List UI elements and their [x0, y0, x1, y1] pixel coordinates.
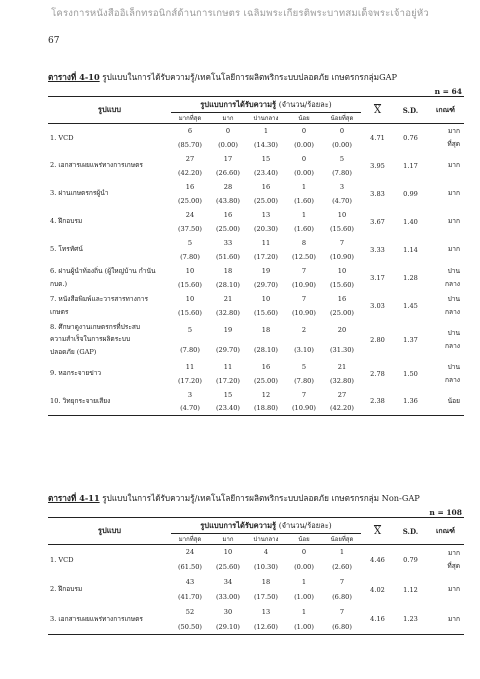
sd-cell: 1.50	[403, 369, 418, 378]
row-label	[48, 360, 171, 388]
percent-cell: (2.60)	[332, 563, 352, 571]
row-label	[48, 575, 171, 605]
table2-header-group	[171, 518, 361, 534]
count-cell: 10	[223, 548, 233, 557]
count-cell: 21	[337, 362, 347, 371]
count-cell: 5	[301, 362, 307, 371]
count-cell: 10	[185, 266, 195, 275]
percent-cell: (4.70)	[180, 404, 200, 413]
percent-cell: (12.60)	[253, 622, 279, 631]
count-cell: 1	[301, 210, 307, 219]
row-label-line: 2. ฝึกอบรม	[50, 585, 83, 594]
sd-cell: 1.28	[403, 273, 418, 282]
count-cell: 30	[223, 608, 233, 616]
percent-cell: (10.30)	[253, 563, 279, 571]
criterion-line: ที่สุด	[447, 139, 460, 148]
page-number: 67	[48, 36, 60, 46]
count-cell: 3	[187, 390, 193, 399]
percent-cell: (0.00)	[332, 140, 352, 149]
row-label	[48, 545, 171, 575]
table1-n: n = 64	[434, 87, 462, 96]
table1-label: ตารางที่ 4-10	[48, 72, 100, 82]
percent-cell: (37.50)	[177, 224, 203, 233]
table2-subheader: มากที่สุด	[178, 536, 202, 543]
table1-header-sd: S.D.	[394, 97, 427, 124]
mean-cell: 3.95	[370, 161, 385, 170]
criterion-line: มาก	[447, 245, 460, 254]
criterion-line: กลาง	[445, 279, 460, 288]
percent-cell: (18.80)	[253, 404, 279, 413]
row-label	[48, 180, 171, 208]
count-cell: 19	[223, 325, 233, 334]
criterion-line: มาก	[447, 549, 460, 558]
count-cell: 1	[301, 608, 307, 616]
count-cell: 7	[301, 266, 307, 275]
row-label	[48, 292, 171, 320]
table-row	[48, 545, 464, 560]
table-row	[48, 152, 464, 166]
percent-cell: (51.60)	[215, 252, 241, 261]
row-label	[48, 388, 171, 416]
row-label	[48, 605, 171, 635]
criterion-cell	[427, 292, 464, 320]
table2-header-criterion: เกณฑ์	[427, 518, 464, 545]
percent-cell: (7.80)	[332, 168, 352, 177]
table2-header-group-label: รูปแบบการได้รับความรู้	[200, 520, 277, 530]
count-cell: 11	[185, 362, 195, 371]
table-row	[48, 360, 464, 374]
percent-cell: (0.00)	[294, 168, 314, 177]
percent-cell: (23.40)	[215, 404, 241, 413]
percent-cell: (28.10)	[215, 280, 241, 289]
sd-cell: 1.14	[403, 245, 418, 254]
percent-cell: (20.30)	[253, 224, 279, 233]
count-cell: 16	[261, 182, 271, 191]
count-cell: 17	[223, 154, 233, 163]
mean-cell: 2.78	[370, 369, 385, 378]
row-label-line: 6. ผ่านผู้นำท้องถิ่น (ผู้ใหญ่บ้าน กำนัน	[50, 267, 156, 275]
table1-subheader: มากที่สุด	[178, 115, 202, 122]
table1-subheader: น้อย	[298, 115, 310, 122]
count-cell: 10	[337, 266, 347, 275]
count-cell: 12	[261, 390, 271, 399]
count-cell: 6	[187, 126, 193, 135]
count-cell: 5	[187, 238, 193, 247]
table2-header-mean	[361, 518, 394, 545]
count-cell: 7	[339, 238, 345, 247]
percent-cell: (23.40)	[253, 168, 279, 177]
percent-cell: (10.90)	[291, 404, 317, 413]
row-label-line: 1. VCD	[50, 555, 74, 564]
count-cell: 0	[301, 154, 307, 163]
percent-cell: (0.00)	[218, 140, 238, 149]
row-label-line: 3. เอกสารเผยแพร่ทางการเกษตร	[50, 615, 143, 623]
table1-header-mean	[361, 97, 394, 124]
count-cell: 16	[337, 294, 347, 303]
percent-cell: (12.50)	[291, 252, 317, 261]
table2	[48, 517, 464, 635]
table-row	[48, 388, 464, 402]
table1-caption	[48, 71, 397, 84]
table2-caption-text: รูปแบบในการได้รับความรู้/เทคโนโลยีการผลิตพริกระบบปลอดภัย เกษตรกรกลุ่ม Non-GAP	[102, 493, 420, 503]
percent-cell: (25.00)	[177, 196, 203, 205]
criterion-cell	[427, 360, 464, 388]
mean-cell: 3.17	[370, 273, 385, 282]
count-cell: 0	[301, 548, 307, 557]
sd-cell: 1.23	[403, 615, 418, 624]
table-row	[48, 320, 464, 340]
table2-caption	[48, 492, 420, 505]
count-cell: 7	[301, 390, 307, 399]
percent-cell: (0.00)	[294, 140, 314, 149]
criterion-line: ปาน	[447, 363, 460, 371]
count-cell: 2	[301, 325, 307, 334]
row-label-line: 7. หนังสือพิมพ์และวารสารทางการ	[50, 295, 149, 303]
percent-cell: (32.80)	[329, 376, 355, 385]
percent-cell: (7.80)	[180, 345, 200, 354]
criterion-line: มาก	[447, 189, 460, 198]
row-label	[48, 124, 171, 152]
count-cell: 16	[261, 362, 271, 371]
percent-cell: (17.50)	[253, 593, 279, 601]
row-label	[48, 320, 171, 360]
percent-cell: (25.60)	[215, 563, 241, 571]
count-cell: 24	[185, 548, 195, 557]
criterion-line: ปาน	[447, 267, 460, 275]
criterion-cell	[427, 388, 464, 416]
table1	[48, 96, 464, 416]
row-label	[48, 236, 171, 264]
percent-cell: (1.60)	[294, 196, 314, 205]
percent-cell: (29.70)	[253, 280, 279, 289]
percent-cell: (15.60)	[253, 308, 279, 317]
count-cell: 11	[261, 238, 271, 247]
percent-cell: (43.80)	[215, 196, 241, 205]
count-cell: 0	[339, 126, 345, 135]
count-cell: 16	[223, 210, 233, 219]
percent-cell: (15.60)	[177, 280, 203, 289]
sd-cell: 1.17	[403, 161, 418, 170]
row-label-line: 5. โทรทัศน์	[50, 245, 83, 254]
count-cell: 18	[223, 266, 233, 275]
table2-header-pattern: รูปแบบ	[48, 518, 171, 545]
criterion-line: มาก	[447, 217, 460, 226]
table-row	[48, 180, 464, 194]
percent-cell: (29.10)	[215, 622, 241, 631]
table-row	[48, 236, 464, 250]
criterion-line: มาก	[447, 585, 460, 594]
mean-cell: 4.71	[370, 133, 385, 142]
criterion-cell	[427, 605, 464, 635]
count-cell: 3	[339, 182, 345, 191]
table1-body	[48, 124, 464, 416]
table2-subheader: น้อยที่สุด	[330, 536, 354, 543]
count-cell: 33	[223, 238, 233, 247]
x-bar-symbol: $\overline{X}$	[373, 525, 382, 537]
criterion-cell	[427, 124, 464, 152]
table2-header-sd: S.D.	[394, 518, 427, 545]
table2-n: n = 108	[429, 508, 462, 517]
percent-cell: (7.80)	[294, 376, 314, 385]
table2-subheader: มาก	[222, 536, 234, 543]
sd-cell: 0.76	[403, 133, 418, 142]
criterion-cell	[427, 545, 464, 575]
count-cell: 1	[301, 182, 307, 191]
percent-cell: (15.60)	[329, 280, 355, 289]
criterion-line: กลาง	[445, 375, 460, 384]
count-cell: 13	[261, 210, 271, 219]
mean-cell: 3.33	[370, 245, 385, 254]
count-cell: 7	[339, 578, 345, 586]
criterion-cell	[427, 208, 464, 236]
percent-cell: (15.60)	[177, 308, 203, 317]
sd-cell: 1.12	[403, 585, 418, 594]
mean-cell: 3.83	[370, 189, 385, 198]
row-label-line: เกษตร	[50, 307, 69, 316]
sd-cell: 1.45	[403, 301, 418, 310]
mean-cell: 4.16	[370, 615, 385, 624]
percent-cell: (50.50)	[177, 622, 203, 631]
sd-cell: 1.36	[403, 397, 418, 406]
count-cell: 52	[185, 608, 195, 616]
percent-cell: (25.00)	[253, 196, 279, 205]
mean-cell: 3.67	[370, 217, 385, 226]
percent-cell: (10.90)	[291, 280, 317, 289]
criterion-line: น้อย	[447, 397, 460, 405]
table-row	[48, 575, 464, 590]
criterion-line: มาก	[447, 161, 460, 170]
row-label-line: 9. หอกระจายข่าว	[50, 369, 102, 378]
sd-cell: 0.99	[403, 189, 418, 198]
table1-header-group-label: รูปแบบการได้รับความรู้	[200, 99, 277, 109]
count-cell: 1	[339, 548, 345, 557]
criterion-cell	[427, 236, 464, 264]
percent-cell: (7.80)	[180, 252, 200, 261]
percent-cell: (14.30)	[253, 140, 279, 149]
percent-cell: (1.60)	[294, 224, 314, 233]
criterion-cell	[427, 320, 464, 360]
row-label-line: 8. ศึกษาดูงานเกษตรกรที่ประสบ	[50, 322, 141, 331]
table2-body	[48, 545, 464, 635]
table-row	[48, 292, 464, 306]
count-cell: 27	[185, 154, 195, 163]
count-cell: 34	[223, 578, 233, 586]
count-cell: 15	[223, 390, 233, 399]
count-cell: 11	[223, 362, 233, 371]
table2-label: ตารางที่ 4-11	[48, 493, 100, 503]
table1-head	[48, 97, 464, 124]
sd-cell: 1.40	[403, 217, 418, 226]
row-label-line: 4. ฝึกอบรม	[50, 217, 83, 226]
criterion-cell	[427, 575, 464, 605]
count-cell: 0	[225, 126, 231, 135]
count-cell: 10	[337, 210, 347, 219]
percent-cell: (28.10)	[253, 345, 279, 354]
count-cell: 7	[301, 294, 307, 303]
table-row	[48, 264, 464, 278]
percent-cell: (1.00)	[294, 593, 314, 601]
row-label-line: ความสำเร็จในการผลิตระบบ	[50, 335, 131, 344]
count-cell: 8	[301, 238, 307, 247]
count-cell: 20	[337, 325, 347, 334]
percent-cell: (33.00)	[215, 593, 241, 601]
count-cell: 13	[261, 608, 271, 616]
count-cell: 7	[339, 608, 345, 616]
table1-caption-text: รูปแบบในการได้รับความรู้/เทคโนโลยีการผลิตพริกระบบปลอดภัย เกษตรกรกลุ่มGAP	[102, 72, 398, 82]
table1-header-group	[171, 97, 361, 113]
row-label-line: 1. VCD	[50, 133, 74, 142]
count-cell: 24	[185, 210, 195, 219]
row-label-line: กบต.)	[50, 279, 68, 288]
row-label-line: 10. วิทยุกระจายเสียง	[50, 397, 111, 405]
count-cell: 1	[301, 578, 307, 586]
mean-cell: 4.46	[370, 555, 385, 564]
percent-cell: (17.20)	[253, 252, 279, 261]
row-label-line: ปลอดภัย (GAP)	[50, 347, 97, 356]
table-row	[48, 605, 464, 620]
count-cell: 4	[263, 548, 269, 557]
count-cell: 18	[261, 578, 271, 586]
table1-subheader: มาก	[222, 115, 234, 122]
percent-cell: (32.80)	[215, 308, 241, 317]
count-cell: 18	[261, 325, 271, 334]
running-header: โครงการหนังสืออิเล็กทรอนิกส์ด้านการเกษตร เฉลิมพระเกียรติพระบาทสมเด็จพระเจ้าอยู่หัว	[51, 8, 429, 19]
percent-cell: (15.60)	[329, 224, 355, 233]
criterion-cell	[427, 152, 464, 180]
sd-cell: 0.79	[403, 555, 418, 564]
percent-cell: (4.70)	[332, 196, 352, 205]
percent-cell: (17.20)	[177, 376, 203, 385]
table1-header-pattern: รูปแบบ	[48, 97, 171, 124]
percent-cell: (3.10)	[294, 345, 314, 354]
count-cell: 16	[185, 182, 195, 191]
percent-cell: (26.60)	[215, 168, 241, 177]
count-cell: 43	[185, 578, 195, 586]
criterion-cell	[427, 264, 464, 292]
criterion-line: กลาง	[445, 341, 460, 350]
percent-cell: (42.20)	[329, 404, 355, 413]
table1-header-unit: (จำนวน/ร้อยละ)	[278, 99, 332, 109]
percent-cell: (10.90)	[291, 308, 317, 317]
percent-cell: (41.70)	[177, 593, 203, 601]
count-cell: 1	[263, 126, 269, 135]
row-label-line: 2. เอกสารเผยแพร่ทางการเกษตร	[50, 161, 143, 170]
count-cell: 21	[223, 294, 233, 303]
criterion-line: มาก	[447, 127, 460, 136]
count-cell: 5	[187, 325, 193, 334]
percent-cell: (25.00)	[253, 376, 279, 385]
criterion-line: ที่สุด	[447, 561, 460, 570]
count-cell: 28	[223, 182, 233, 191]
table1-header-criterion: เกณฑ์	[427, 97, 464, 124]
table-row	[48, 208, 464, 222]
row-label	[48, 264, 171, 292]
table1-subheader: น้อยที่สุด	[330, 115, 354, 122]
percent-cell: (6.80)	[332, 593, 352, 601]
sd-cell: 1.37	[403, 335, 418, 344]
row-label	[48, 152, 171, 180]
table2-head	[48, 518, 464, 545]
percent-cell: (0.00)	[294, 563, 314, 571]
percent-cell: (25.00)	[329, 308, 355, 317]
mean-cell: 4.02	[370, 585, 385, 594]
count-cell: 10	[261, 294, 271, 303]
criterion-line: ปาน	[447, 295, 460, 303]
percent-cell: (31.30)	[329, 345, 355, 354]
mean-cell: 2.38	[370, 397, 385, 406]
count-cell: 10	[185, 294, 195, 303]
percent-cell: (42.20)	[177, 168, 203, 177]
count-cell: 19	[261, 266, 271, 275]
row-label	[48, 208, 171, 236]
table2-header-unit: (จำนวน/ร้อยละ)	[278, 520, 332, 530]
row-label-line: 3. ผ่านเกษตรกรผู้นำ	[50, 189, 109, 198]
table2-subheader: ปานกลาง	[253, 536, 279, 543]
percent-cell: (29.70)	[215, 345, 241, 354]
percent-cell: (1.00)	[294, 622, 314, 631]
percent-cell: (17.20)	[215, 376, 241, 385]
mean-cell: 3.03	[370, 301, 385, 310]
x-bar-symbol: $\overline{X}$	[373, 104, 382, 116]
criterion-cell	[427, 180, 464, 208]
count-cell: 15	[261, 154, 271, 163]
count-cell: 0	[301, 126, 307, 135]
table1-subheader: ปานกลาง	[253, 115, 279, 122]
criterion-line: กลาง	[445, 307, 460, 316]
percent-cell: (6.80)	[332, 622, 352, 631]
count-cell: 5	[339, 154, 345, 163]
table2-subheader: น้อย	[298, 536, 310, 543]
criterion-line: มาก	[447, 615, 460, 623]
mean-cell: 2.80	[370, 335, 385, 344]
percent-cell: (85.70)	[177, 140, 203, 149]
table-row	[48, 124, 464, 138]
percent-cell: (25.00)	[215, 224, 241, 233]
percent-cell: (61.50)	[177, 563, 203, 571]
percent-cell: (10.90)	[329, 252, 355, 261]
count-cell: 27	[337, 390, 347, 399]
criterion-line: ปาน	[447, 329, 460, 337]
